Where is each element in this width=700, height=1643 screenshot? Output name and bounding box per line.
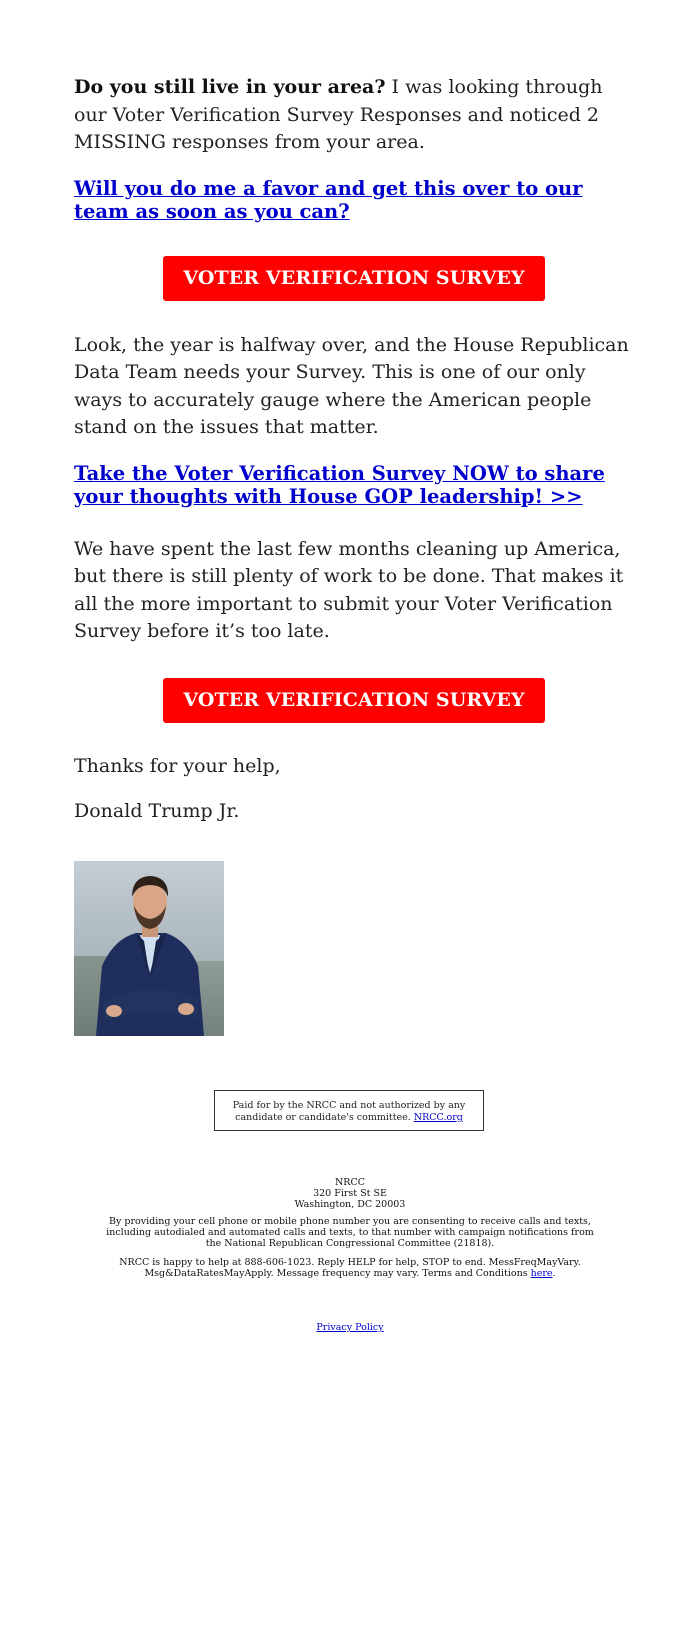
signoff: [74, 753, 634, 781]
paid-for-disclaimer: [214, 1090, 484, 1131]
cleaning-text: We have spent the last few months cleaning up America, but there is still plenty of work to be done. That makes it all the more important to submit your Voter Verification Survey before it’s too late.: [74, 537, 624, 642]
cta-wrap-2: [74, 678, 634, 723]
nrcc-org-link[interactable]: NRCC.org: [413, 1112, 463, 1123]
favor-link-paragraph: [74, 177, 634, 223]
help-end: .: [552, 1268, 556, 1279]
address-org: NRCC: [334, 1177, 365, 1188]
disclaimer-text: Paid for by the NRCC and not authorized by any candidate or candidate's committee.: [232, 1100, 466, 1123]
survey-link-paragraph: [74, 462, 634, 508]
terms-link[interactable]: here: [530, 1268, 553, 1279]
footer-address: [0, 1177, 700, 1210]
survey-now-link[interactable]: Take the Voter Verification Survey NOW to share your thoughts with House GOP leadership! >>: [74, 461, 605, 508]
halfway-paragraph: [74, 332, 634, 442]
halfway-text: Look, the year is halfway over, and the House Republican Data Team needs your Survey. This is one of our only ways to accurately gauge where the American people stand on the issues that matter.: [74, 333, 629, 438]
address-street: 320 First St SE: [313, 1188, 387, 1199]
footer-privacy: [0, 1322, 700, 1333]
signature-text: Donald Trump Jr.: [74, 800, 240, 822]
cta-wrap-1: [74, 256, 634, 301]
signature: [74, 798, 634, 826]
footer-help: [110, 1257, 590, 1279]
footer-consent: [100, 1216, 600, 1249]
intro-text: I was looking through our Voter Verification Survey Responses and noticed 2 MISSING responses from your area.: [74, 76, 603, 153]
intro-paragraph: [74, 74, 634, 157]
cleaning-paragraph: [74, 536, 634, 646]
help-text: NRCC is happy to help at 888-606-1023. Reply HELP for help, STOP to end. MessFreqMayVary. Msg&DataRatesMayApply. Message frequency may vary. Terms and Conditions: [119, 1257, 581, 1279]
portrait-image: [74, 861, 224, 1036]
consent-text: By providing your cell phone or mobile phone number you are consenting to receive calls and texts, including autodialed and automated calls and texts, to that number with campaign notifications from the National Republican Congressional Committee (21818).: [106, 1216, 594, 1249]
address-city: Washington, DC 20003: [294, 1199, 406, 1210]
email-content: [74, 74, 634, 1036]
signoff-text: Thanks for your help,: [74, 754, 281, 777]
signer-photo: [74, 861, 224, 1036]
survey-button-2[interactable]: VOTER VERIFICATION SURVEY: [163, 678, 545, 723]
survey-button-1[interactable]: VOTER VERIFICATION SURVEY: [163, 256, 545, 301]
favor-link[interactable]: Will you do me a favor and get this over to our team as soon as you can?: [74, 176, 583, 223]
privacy-policy-link[interactable]: Privacy Policy: [316, 1322, 384, 1333]
intro-question: Do you still live in your area?: [74, 76, 386, 98]
